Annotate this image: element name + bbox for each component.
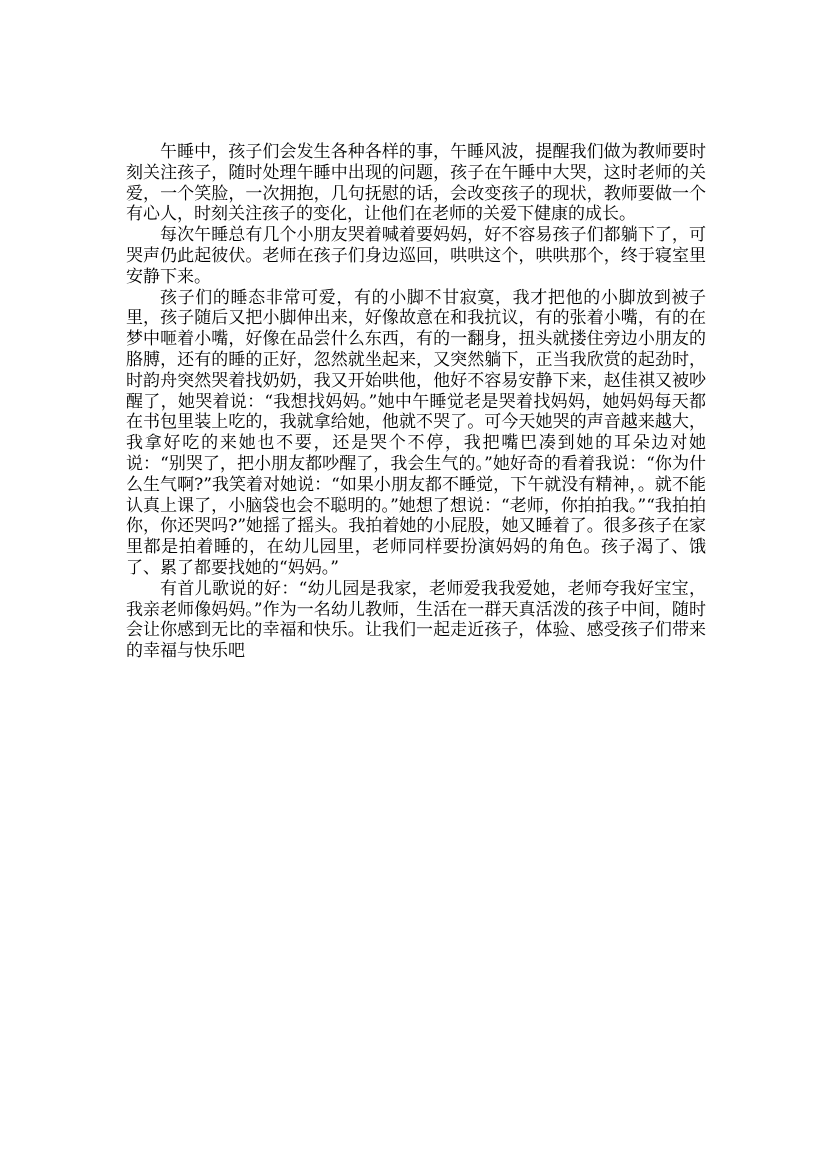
- document-body: [126, 142, 706, 662]
- paragraph-1: 午睡中，孩子们会发生各种各样的事，午睡风波，提醒我们做为教师要时刻关注孩子，随时处理午睡中出现的问题，孩子在午睡中大哭，这时老师的关爱，一个笑脸，一次拥抱，几句抚慰的话，会改变孩子的现状，教师要做一个有心人，时刻关注孩子的变化，让他们在老师的关爱下健康的成长。: [126, 142, 706, 225]
- paragraph-4: 有首儿歌说的好：“幼儿园是我家，老师爱我我爱她，老师夸我好宝宝，我亲老师像妈妈。”作为一名幼儿教师，生活在一群天真活泼的孩子中间，随时会让你感到无比的幸福和快乐。让我们一起走近孩子，体验、感受孩子们带来的幸福与快乐吧: [126, 578, 706, 662]
- paragraph-3: 孩子们的睡态非常可爱，有的小脚不甘寂寞，我才把他的小脚放到被子里，孩子随后又把小脚伸出来，好像故意在和我抗议，有的张着小嘴，有的在梦中咂着小嘴，好像在品尝什么东西，有的一翻身，扭头就搂住旁边小朋友的胳膊，还有的睡的正好，忽然就坐起来，又突然躺下，正当我欣赏的起劲时，时韵舟突然哭着找奶奶，我又开始哄他，他好不容易安静下来，赵佳祺又被吵醒了，她哭着说：“我想找妈妈。”她中午睡觉老是哭着找妈妈，她妈妈每天都在书包里装上吃的，我就拿给她，他就不哭了。可今天她哭的声音越来越大，我拿好吃的来她也不要，还是哭个不停，我把嘴巴凑到她的耳朵边对她说：“别哭了，把小朋友都吵醒了，我会生气的。”她好奇的看着我说：“你为什么生气啊?”我笑着对她说：“如果小朋友都不睡觉，下午就没有精神，。就不能认真上课了，小脑袋也会不聪明的。”她想了想说：“老师，你拍拍我。”“我拍拍你，你还哭吗?”她摇了摇头。我拍着她的小屁股，她又睡着了。很多孩子在家里都是拍着睡的，在幼儿园里，老师同样要扮演妈妈的角色。孩子渴了、饿了、累了都要找她的“妈妈。”: [126, 287, 706, 578]
- paragraph-2: 每次午睡总有几个小朋友哭着喊着要妈妈，好不容易孩子们都躺下了，可哭声仍此起彼伏。老师在孩子们身边巡回，哄哄这个，哄哄那个，终于寝室里安静下来。: [126, 225, 706, 287]
